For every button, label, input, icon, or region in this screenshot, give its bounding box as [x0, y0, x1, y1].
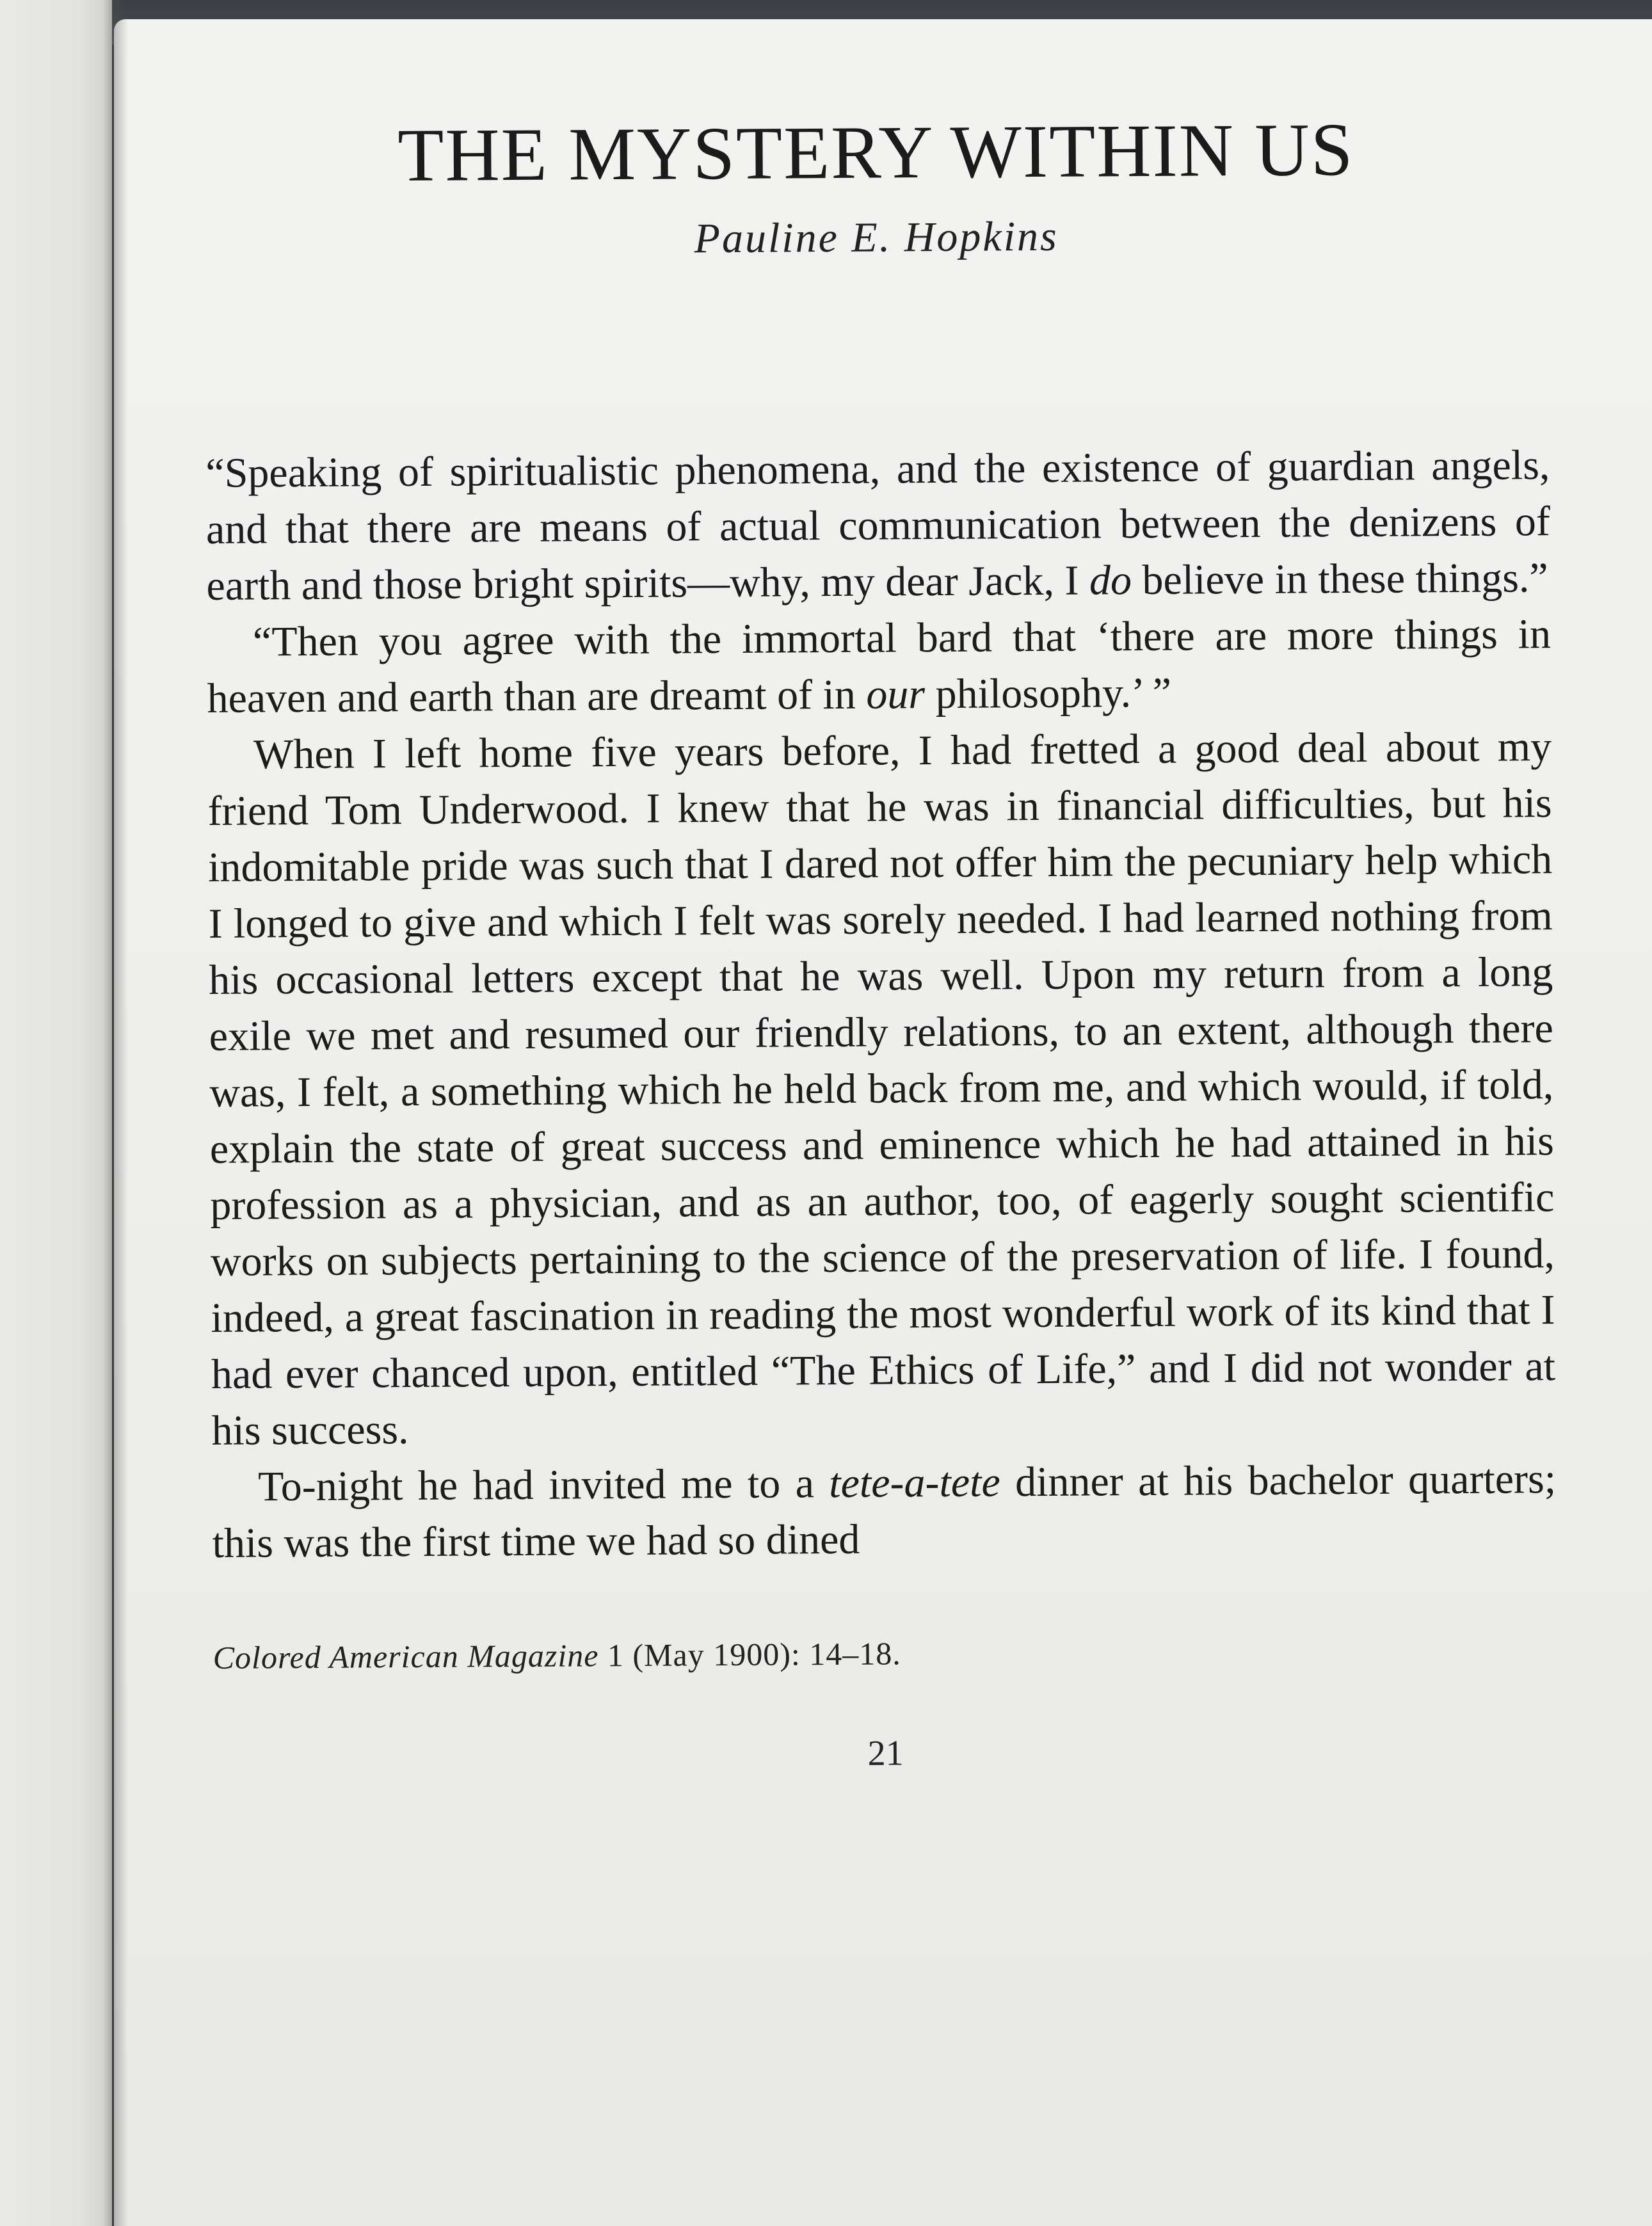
paragraph-3: When I left home five years before, I had fretted a good deal about my friend Tom Underwood. I knew that he was in financial difficulties, but his indomitable pride was such that I dared not offer him the pecuniary help which I longed to give and which I felt was sorely needed. I had learned nothing from his occasional letters except that he was well. Upon my return from a long exile we met and resumed our friendly relations, to an extent, although there was, I felt, a something which he held back from me, and which would, if told, explain the state of great success and eminence which he had attained in his profession as a physician, and as an author, too, of eagerly sought scientific works on subjects pertaining to the science of the preservation of life. I found, indeed, a great fascination in reading the most wonderful work of its kind that I had ever chanced upon, entitled “The Ethics of Life,” and I did not wonder at his success. [207, 723, 1556, 1454]
paragraph-4-text-b: dinner at his bachelor quarters; this was the first time we had so dined [212, 1455, 1557, 1567]
paragraph-2-text-a: “Then you agree with the immortal bard that ‘there are more things in heaven and earth than are dreamt of in [207, 610, 1552, 722]
source-footnote [213, 1631, 1557, 1676]
page-content [204, 107, 1558, 1778]
book-page [114, 19, 1652, 2226]
page-number: 21 [867, 1733, 904, 1774]
story-title: THE MYSTERY WITHIN US [397, 108, 1354, 198]
paragraph-1-text-a: “Speaking of spiritualistic phenomena, and the existence of guardian angels, and that there are means of actual communication between the denizens of earth and those bright spirits—why, my dear Jack, I [205, 441, 1551, 609]
author-name: Pauline E. Hopkins [694, 212, 1059, 262]
footnote-details: 1 (May 1900): 14–18. [598, 1635, 901, 1674]
paragraph-1-text-b: believe in these things.” [1131, 554, 1548, 604]
paragraph-2-emphasis: our [866, 670, 926, 718]
paragraph-1 [205, 437, 1551, 614]
paragraph-4 [212, 1451, 1557, 1572]
paragraph-2 [207, 606, 1552, 727]
facing-page [0, 0, 112, 2226]
paragraph-1-emphasis: do [1089, 556, 1132, 604]
story-body [205, 437, 1557, 1572]
paragraph-4-text-a: To-night he had invited me to a [257, 1459, 830, 1510]
paragraph-4-emphasis: tete-a-tete [829, 1459, 1000, 1507]
book-gutter-shadow [102, 0, 128, 2226]
paragraph-2-text-b: philosophy.’ ” [924, 669, 1172, 717]
footnote-source: Colored American Magazine [213, 1637, 599, 1676]
